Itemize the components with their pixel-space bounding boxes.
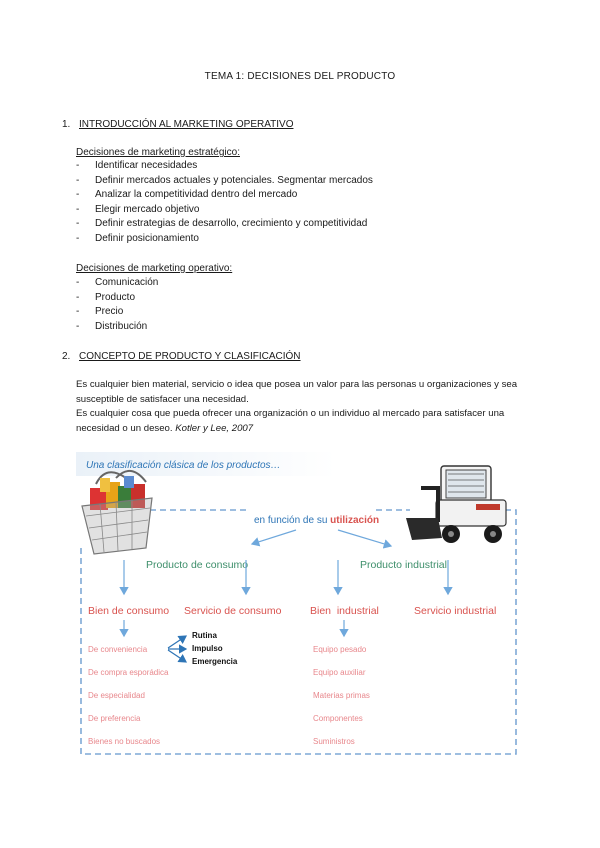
- shopping-basket-icon: [82, 471, 152, 554]
- list-item: - Distribución: [76, 320, 148, 332]
- consumer-product-label: Producto de consumo: [146, 559, 249, 571]
- industrial-type-item: Componentes: [313, 714, 363, 723]
- list-item: - Definir posicionamiento: [76, 232, 199, 244]
- list-item: - Definir estrategias de desarrollo, crecimiento y competitividad: [76, 218, 368, 230]
- product-classification-diagram: [76, 448, 526, 764]
- consumer-type-item: Bienes no buscados: [88, 737, 161, 746]
- consumer-type-item: De conveniencia: [88, 645, 148, 654]
- consumer-service-label: Servicio de consumo: [184, 605, 282, 617]
- industrial-type-item: Suministros: [313, 737, 355, 746]
- strategic-list: [76, 159, 516, 247]
- industrial-product-label: Producto industrial: [360, 559, 447, 571]
- strategic-heading: Decisiones de marketing estratégico:: [76, 147, 240, 158]
- section-1-heading: [62, 119, 462, 133]
- consumer-good-label: Bien de consumo: [88, 605, 170, 617]
- consumer-type-item: De especialidad: [88, 691, 145, 700]
- diagram-title: Una clasificación clásica de los productos…: [86, 460, 281, 471]
- list-item: - Producto: [76, 291, 136, 303]
- list-item: - Elegir mercado objetivo: [76, 203, 200, 215]
- industrial-type-item: Equipo auxiliar: [313, 668, 366, 677]
- list-item: - Definir mercados actuales y potenciales. Segmentar mercados: [76, 174, 373, 186]
- section-2-title: CONCEPTO DE PRODUCTO Y CLASIFICACIÓN: [79, 351, 301, 362]
- section-2-heading: [62, 351, 462, 365]
- section-2-number: 2.: [62, 351, 71, 362]
- arrow-emergencia: [168, 650, 186, 662]
- convenience-type: Emergencia: [192, 657, 238, 666]
- industrial-good-label: Bien industrial: [310, 605, 379, 617]
- page-title: TEMA 1: DECISIONES DEL PRODUCTO: [204, 71, 396, 82]
- operative-list: [76, 276, 376, 334]
- industrial-service-label: Servicio industrial: [414, 605, 497, 617]
- arrow-to-industrial: [338, 530, 391, 546]
- operative-heading: Decisiones de marketing operativo:: [76, 263, 233, 274]
- list-item: - Comunicación: [76, 277, 159, 288]
- convenience-type: Impulso: [192, 644, 223, 653]
- definition-2: Es cualquier cosa que pueda ofrecer una organización o un individuo al mercado para satisfacer una necesidad o un deseo.: [76, 408, 505, 434]
- section-1-number: 1.: [62, 119, 71, 130]
- section-1-title: INTRODUCCIÓN AL MARKETING OPERATIVO: [79, 119, 294, 130]
- industrial-type-item: Equipo pesado: [313, 645, 367, 654]
- list-item: - Identificar necesidades: [76, 160, 198, 171]
- list-item: - Precio: [76, 306, 124, 318]
- industrial-type-item: Materias primas: [313, 691, 370, 700]
- consumer-type-item: De compra esporádica: [88, 668, 169, 677]
- list-item: - Analizar la competitividad dentro del mercado: [76, 189, 298, 201]
- definition-1: Es cualquier bien material, servicio o idea que posea un valor para las personas u organizaciones y sea susceptible de satisfacer una necesidad.: [76, 379, 518, 405]
- definition-paragraph: [76, 378, 526, 436]
- skid-steer-loader-icon: [406, 466, 506, 543]
- criterion-label: en función de su utilización: [254, 515, 380, 526]
- arrow-rutina: [168, 636, 186, 648]
- consumer-type-item: De preferencia: [88, 714, 141, 723]
- arrow-to-consumer: [252, 530, 296, 544]
- convenience-type: Rutina: [192, 631, 217, 640]
- citation: Kotler y Lee, 2007: [175, 422, 254, 434]
